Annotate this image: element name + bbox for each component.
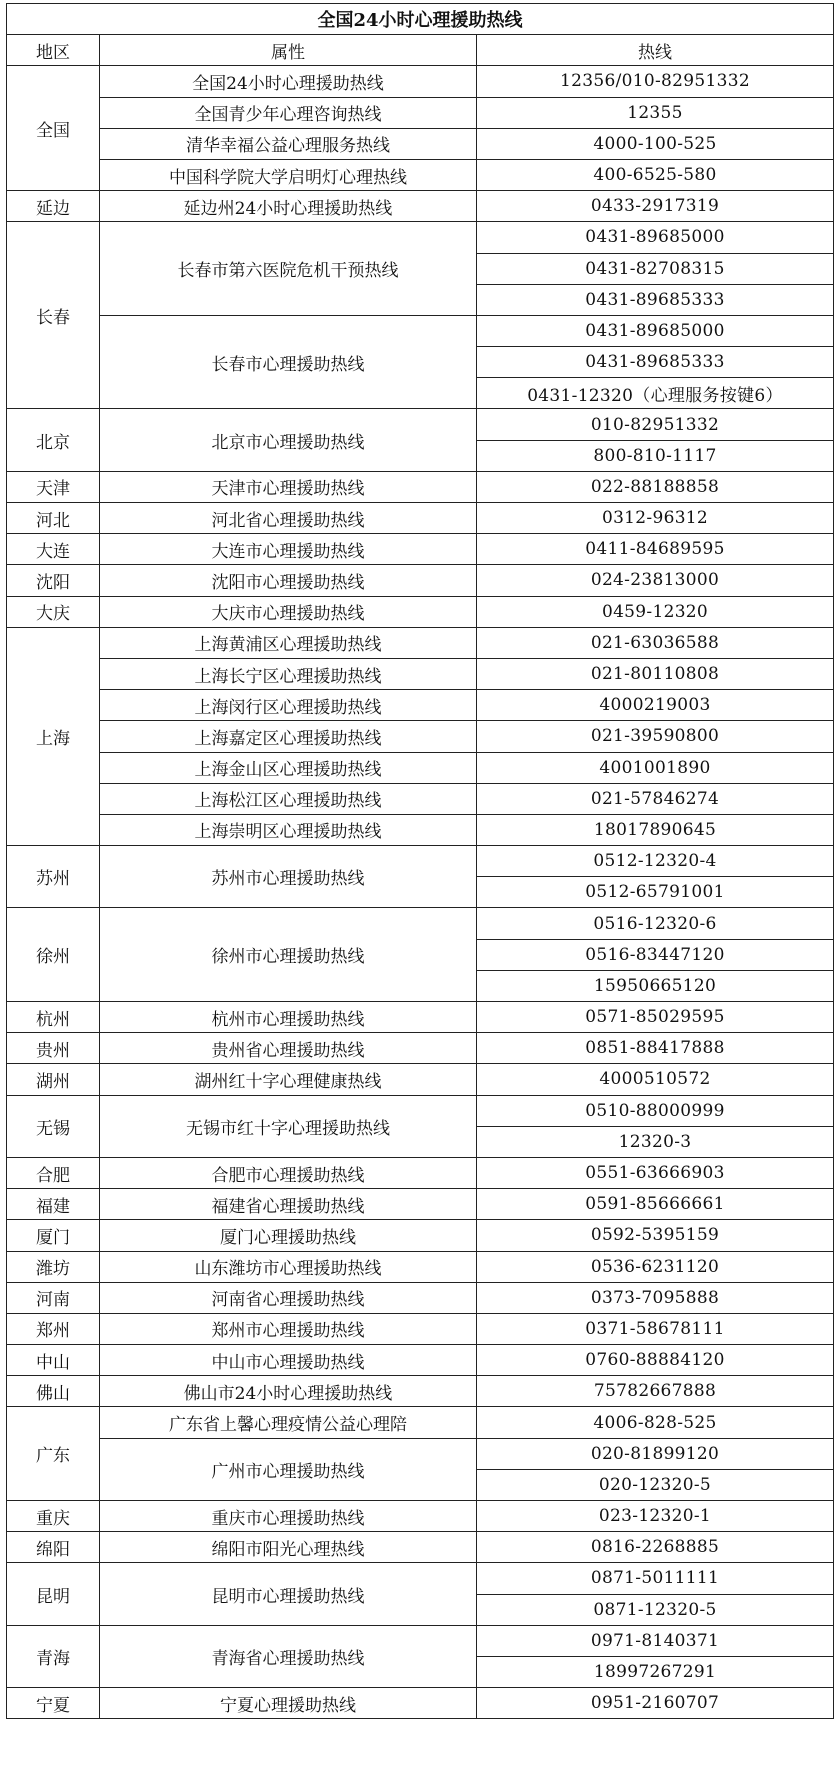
service-name-cell: 贵州省心理援助热线 bbox=[100, 1033, 477, 1064]
phone-number-cell: 4006-828-525 bbox=[477, 1407, 834, 1438]
phone-number-cell: 0592-5395159 bbox=[477, 1220, 834, 1251]
region-cell: 河南 bbox=[7, 1282, 100, 1313]
table-row bbox=[7, 721, 834, 752]
phone-number-cell: 0760-88884120 bbox=[477, 1345, 834, 1376]
table-row bbox=[7, 1501, 834, 1532]
hotline-table bbox=[6, 3, 834, 1719]
region-cell: 青海 bbox=[7, 1625, 100, 1687]
table-row bbox=[7, 503, 834, 534]
phone-number-cell: 0591-85666661 bbox=[477, 1189, 834, 1220]
table-row bbox=[7, 1002, 834, 1033]
hotline-table-container bbox=[6, 3, 833, 1719]
phone-number-cell: 0433-2917319 bbox=[477, 191, 834, 222]
service-name-cell: 全国青少年心理咨询热线 bbox=[100, 97, 477, 128]
region-cell: 潍坊 bbox=[7, 1251, 100, 1282]
region-cell: 福建 bbox=[7, 1189, 100, 1220]
service-name-cell: 河北省心理援助热线 bbox=[100, 503, 477, 534]
phone-number-cell: 0411-84689595 bbox=[477, 534, 834, 565]
region-cell: 广东 bbox=[7, 1407, 100, 1501]
phone-number-cell: 0431-89685333 bbox=[477, 284, 834, 315]
service-name-cell: 杭州市心理援助热线 bbox=[100, 1002, 477, 1033]
phone-number-cell: 12320-3 bbox=[477, 1126, 834, 1157]
phone-number-cell: 0431-89685000 bbox=[477, 222, 834, 253]
region-cell: 中山 bbox=[7, 1345, 100, 1376]
service-name-cell: 延边州24小时心理援助热线 bbox=[100, 191, 477, 222]
phone-number-cell: 4001001890 bbox=[477, 752, 834, 783]
region-cell: 湖州 bbox=[7, 1064, 100, 1095]
service-name-cell: 大连市心理援助热线 bbox=[100, 534, 477, 565]
service-name-cell: 长春市心理援助热线 bbox=[100, 315, 477, 409]
service-name-cell: 中山市心理援助热线 bbox=[100, 1345, 477, 1376]
service-name-cell: 长春市第六医院危机干预热线 bbox=[100, 222, 477, 316]
region-cell: 重庆 bbox=[7, 1501, 100, 1532]
service-name-cell: 广州市心理援助热线 bbox=[100, 1438, 477, 1500]
table-row bbox=[7, 97, 834, 128]
service-name-cell: 佛山市24小时心理援助热线 bbox=[100, 1376, 477, 1407]
phone-number-cell: 0431-82708315 bbox=[477, 253, 834, 284]
phone-number-cell: 0512-12320-4 bbox=[477, 846, 834, 877]
region-cell: 苏州 bbox=[7, 846, 100, 908]
table-row bbox=[7, 846, 834, 877]
phone-number-cell: 0871-12320-5 bbox=[477, 1594, 834, 1625]
table-row bbox=[7, 658, 834, 689]
table-row bbox=[7, 1313, 834, 1344]
header-attribute: 属性 bbox=[100, 35, 477, 66]
service-name-cell: 青海省心理援助热线 bbox=[100, 1625, 477, 1687]
phone-number-cell: 400-6525-580 bbox=[477, 159, 834, 190]
table-row bbox=[7, 315, 834, 346]
table-row bbox=[7, 1345, 834, 1376]
service-name-cell: 绵阳市阳光心理热线 bbox=[100, 1532, 477, 1563]
table-title: 全国24小时心理援助热线 bbox=[7, 4, 834, 35]
title-row bbox=[7, 4, 834, 35]
phone-number-cell: 4000-100-525 bbox=[477, 128, 834, 159]
phone-number-cell: 020-12320-5 bbox=[477, 1469, 834, 1500]
table-row bbox=[7, 222, 834, 253]
service-name-cell: 徐州市心理援助热线 bbox=[100, 908, 477, 1002]
phone-number-cell: 0459-12320 bbox=[477, 596, 834, 627]
service-name-cell: 上海崇明区心理援助热线 bbox=[100, 814, 477, 845]
service-name-cell: 合肥市心理援助热线 bbox=[100, 1157, 477, 1188]
service-name-cell: 广东省上馨心理疫情公益心理陪 bbox=[100, 1407, 477, 1438]
service-name-cell: 厦门心理援助热线 bbox=[100, 1220, 477, 1251]
service-name-cell: 全国24小时心理援助热线 bbox=[100, 66, 477, 97]
region-cell: 延边 bbox=[7, 191, 100, 222]
phone-number-cell: 4000219003 bbox=[477, 690, 834, 721]
region-cell: 全国 bbox=[7, 66, 100, 191]
region-cell: 昆明 bbox=[7, 1563, 100, 1625]
table-row bbox=[7, 1407, 834, 1438]
phone-number-cell: 010-82951332 bbox=[477, 409, 834, 440]
region-cell: 北京 bbox=[7, 409, 100, 471]
phone-number-cell: 18997267291 bbox=[477, 1656, 834, 1687]
phone-number-cell: 0373-7095888 bbox=[477, 1282, 834, 1313]
table-body bbox=[7, 66, 834, 1719]
service-name-cell: 沈阳市心理援助热线 bbox=[100, 565, 477, 596]
table-row bbox=[7, 1033, 834, 1064]
header-hotline: 热线 bbox=[477, 35, 834, 66]
service-name-cell: 福建省心理援助热线 bbox=[100, 1189, 477, 1220]
table-row bbox=[7, 814, 834, 845]
phone-number-cell: 021-57846274 bbox=[477, 783, 834, 814]
region-cell: 大连 bbox=[7, 534, 100, 565]
service-name-cell: 清华幸福公益心理服务热线 bbox=[100, 128, 477, 159]
table-row bbox=[7, 596, 834, 627]
phone-number-cell: 0510-88000999 bbox=[477, 1095, 834, 1126]
phone-number-cell: 0371-58678111 bbox=[477, 1313, 834, 1344]
table-row bbox=[7, 128, 834, 159]
region-cell: 厦门 bbox=[7, 1220, 100, 1251]
table-row bbox=[7, 1095, 834, 1126]
service-name-cell: 上海闵行区心理援助热线 bbox=[100, 690, 477, 721]
service-name-cell: 上海松江区心理援助热线 bbox=[100, 783, 477, 814]
phone-number-cell: 021-39590800 bbox=[477, 721, 834, 752]
phone-number-cell: 021-80110808 bbox=[477, 658, 834, 689]
service-name-cell: 湖州红十字心理健康热线 bbox=[100, 1064, 477, 1095]
region-cell: 沈阳 bbox=[7, 565, 100, 596]
table-row bbox=[7, 783, 834, 814]
region-cell: 无锡 bbox=[7, 1095, 100, 1157]
service-name-cell: 上海嘉定区心理援助热线 bbox=[100, 721, 477, 752]
phone-number-cell: 0312-96312 bbox=[477, 503, 834, 534]
table-row bbox=[7, 1064, 834, 1095]
region-cell: 杭州 bbox=[7, 1002, 100, 1033]
phone-number-cell: 0516-83447120 bbox=[477, 939, 834, 970]
table-row bbox=[7, 565, 834, 596]
service-name-cell: 中国科学院大学启明灯心理热线 bbox=[100, 159, 477, 190]
phone-number-cell: 12355 bbox=[477, 97, 834, 128]
phone-number-cell: 020-81899120 bbox=[477, 1438, 834, 1469]
table-row bbox=[7, 1220, 834, 1251]
phone-number-cell: 0951-2160707 bbox=[477, 1688, 834, 1719]
region-cell: 徐州 bbox=[7, 908, 100, 1002]
phone-number-cell: 0551-63666903 bbox=[477, 1157, 834, 1188]
phone-number-cell: 800-810-1117 bbox=[477, 440, 834, 471]
phone-number-cell: 023-12320-1 bbox=[477, 1501, 834, 1532]
table-row bbox=[7, 471, 834, 502]
service-name-cell: 山东潍坊市心理援助热线 bbox=[100, 1251, 477, 1282]
service-name-cell: 大庆市心理援助热线 bbox=[100, 596, 477, 627]
phone-number-cell: 0431-89685000 bbox=[477, 315, 834, 346]
table-row bbox=[7, 1688, 834, 1719]
table-row bbox=[7, 66, 834, 97]
region-cell: 大庆 bbox=[7, 596, 100, 627]
phone-number-cell: 75782667888 bbox=[477, 1376, 834, 1407]
table-row bbox=[7, 534, 834, 565]
table-row bbox=[7, 191, 834, 222]
service-name-cell: 上海长宁区心理援助热线 bbox=[100, 658, 477, 689]
table-row bbox=[7, 1157, 834, 1188]
phone-number-cell: 022-88188858 bbox=[477, 471, 834, 502]
service-name-cell: 上海金山区心理援助热线 bbox=[100, 752, 477, 783]
region-cell: 绵阳 bbox=[7, 1532, 100, 1563]
phone-number-cell: 021-63036588 bbox=[477, 627, 834, 658]
service-name-cell: 北京市心理援助热线 bbox=[100, 409, 477, 471]
region-cell: 宁夏 bbox=[7, 1688, 100, 1719]
table-row bbox=[7, 1532, 834, 1563]
table-row bbox=[7, 159, 834, 190]
phone-number-cell: 12356/010-82951332 bbox=[477, 66, 834, 97]
phone-number-cell: 0536-6231120 bbox=[477, 1251, 834, 1282]
service-name-cell: 昆明市心理援助热线 bbox=[100, 1563, 477, 1625]
phone-number-cell: 0871-5011111 bbox=[477, 1563, 834, 1594]
region-cell: 上海 bbox=[7, 627, 100, 845]
header-region: 地区 bbox=[7, 35, 100, 66]
region-cell: 长春 bbox=[7, 222, 100, 409]
service-name-cell: 郑州市心理援助热线 bbox=[100, 1313, 477, 1344]
region-cell: 合肥 bbox=[7, 1157, 100, 1188]
table-row bbox=[7, 1251, 834, 1282]
table-row bbox=[7, 690, 834, 721]
phone-number-cell: 0512-65791001 bbox=[477, 877, 834, 908]
service-name-cell: 河南省心理援助热线 bbox=[100, 1282, 477, 1313]
header-row bbox=[7, 35, 834, 66]
phone-number-cell: 0971-8140371 bbox=[477, 1625, 834, 1656]
service-name-cell: 重庆市心理援助热线 bbox=[100, 1501, 477, 1532]
service-name-cell: 上海黄浦区心理援助热线 bbox=[100, 627, 477, 658]
table-row bbox=[7, 409, 834, 440]
table-row bbox=[7, 1625, 834, 1656]
region-cell: 天津 bbox=[7, 471, 100, 502]
table-row bbox=[7, 908, 834, 939]
service-name-cell: 宁夏心理援助热线 bbox=[100, 1688, 477, 1719]
service-name-cell: 苏州市心理援助热线 bbox=[100, 846, 477, 908]
phone-number-cell: 0431-12320（心理服务按键6） bbox=[477, 378, 834, 409]
phone-number-cell: 18017890645 bbox=[477, 814, 834, 845]
phone-number-cell: 15950665120 bbox=[477, 970, 834, 1001]
table-row bbox=[7, 752, 834, 783]
service-name-cell: 天津市心理援助热线 bbox=[100, 471, 477, 502]
service-name-cell: 无锡市红十字心理援助热线 bbox=[100, 1095, 477, 1157]
table-row bbox=[7, 1189, 834, 1220]
phone-number-cell: 0431-89685333 bbox=[477, 347, 834, 378]
table-row bbox=[7, 1376, 834, 1407]
phone-number-cell: 0516-12320-6 bbox=[477, 908, 834, 939]
region-cell: 贵州 bbox=[7, 1033, 100, 1064]
region-cell: 郑州 bbox=[7, 1313, 100, 1344]
table-row bbox=[7, 627, 834, 658]
region-cell: 河北 bbox=[7, 503, 100, 534]
phone-number-cell: 4000510572 bbox=[477, 1064, 834, 1095]
phone-number-cell: 0851-88417888 bbox=[477, 1033, 834, 1064]
table-row bbox=[7, 1282, 834, 1313]
phone-number-cell: 0571-85029595 bbox=[477, 1002, 834, 1033]
phone-number-cell: 024-23813000 bbox=[477, 565, 834, 596]
table-row bbox=[7, 1438, 834, 1469]
phone-number-cell: 0816-2268885 bbox=[477, 1532, 834, 1563]
region-cell: 佛山 bbox=[7, 1376, 100, 1407]
table-row bbox=[7, 1563, 834, 1594]
